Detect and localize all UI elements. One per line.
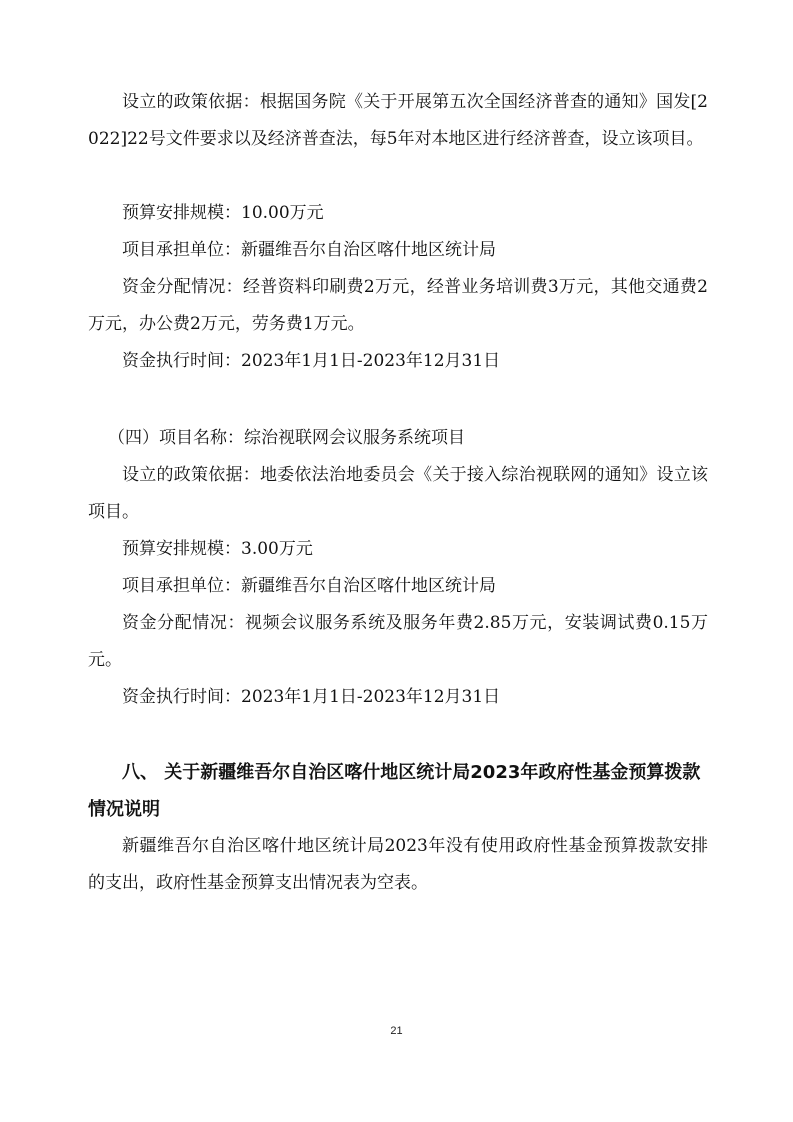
sec4-allocation-paragraph: 资金分配情况：视频会议服务系统及服务年费2.85万元，安装调试费0.15万元。	[88, 613, 708, 670]
page-number: 21	[390, 1025, 403, 1037]
sec3-budget-paragraph: 预算安排规模：10.00万元	[122, 203, 324, 223]
section8-heading: 八、 关于新疆维吾尔自治区喀什地区统计局2023年政府性基金预算拨款情况说明	[88, 762, 701, 820]
sec3-allocation-paragraph: 资金分配情况：经普资料印刷费2万元，经普业务培训费3万元，其他交通费2万元，办公费2万元，劳务费1万元。	[88, 277, 708, 334]
sec4-title: （四）项目名称：综治视联网会议服务系统项目	[108, 428, 465, 448]
sec4-period-paragraph: 资金执行时间：2023年1月1日-2023年12月31日	[122, 687, 501, 707]
sec3-period-paragraph: 资金执行时间：2023年1月1日-2023年12月31日	[122, 351, 501, 371]
sec3-unit-paragraph: 项目承担单位：新疆维吾尔自治区喀什地区统计局	[122, 240, 496, 260]
sec3-policy-paragraph: 设立的政策依据：根据国务院《关于开展第五次全国经济普查的通知》国发[2022]22号文件要求以及经济普查法，每5年对本地区进行经济普查，设立该项目。	[88, 92, 708, 149]
sec4-policy-paragraph: 设立的政策依据：地委依法治地委员会《关于接入综治视联网的通知》设立该项目。	[88, 465, 708, 522]
sec4-budget-paragraph: 预算安排规模：3.00万元	[122, 539, 313, 559]
sec4-unit-paragraph: 项目承担单位：新疆维吾尔自治区喀什地区统计局	[122, 576, 496, 596]
section8-body-paragraph: 新疆维吾尔自治区喀什地区统计局2023年没有使用政府性基金预算拨款安排的支出，政府性基金预算支出情况表为空表。	[88, 836, 708, 893]
